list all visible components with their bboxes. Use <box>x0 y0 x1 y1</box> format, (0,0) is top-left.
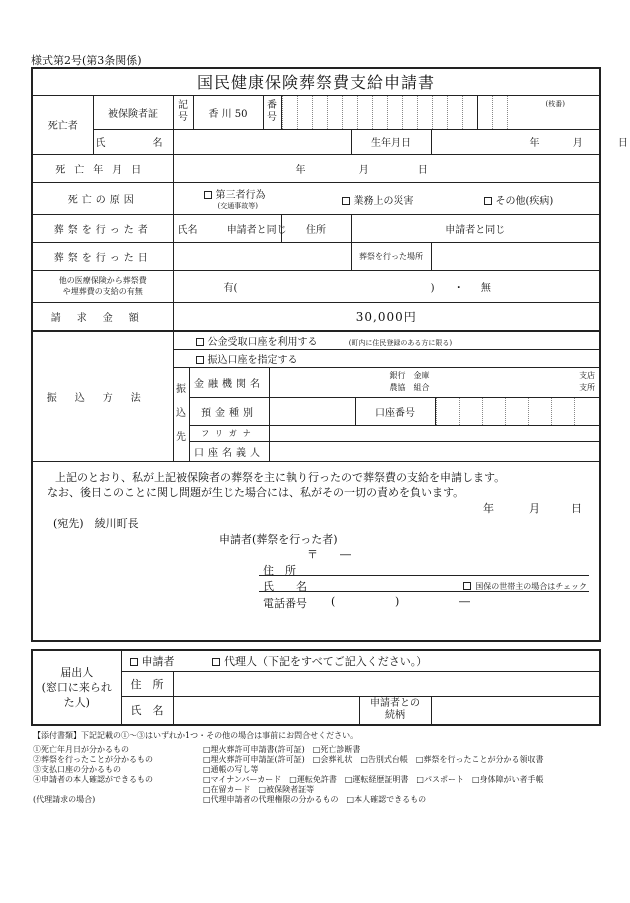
third-party-checkbox[interactable] <box>204 191 212 199</box>
funeral-place-field[interactable] <box>431 242 599 270</box>
symbol-label: 記号 <box>173 95 193 129</box>
submitter-address-field[interactable] <box>173 671 599 696</box>
insured-card-label: 被保険者証 <box>93 95 173 129</box>
work-accident-checkbox[interactable] <box>342 197 350 205</box>
account-number-label: 口座番号 <box>355 397 435 425</box>
attachment-left-3: ③支払口座の分かるもの <box>33 765 121 774</box>
attachments-heading: 【添付書類】下記記載の①～③はいずれか1つ・その他の場合は事前にお問合せください。 <box>33 731 359 740</box>
cause-other-option[interactable]: その他(疾病) <box>484 192 554 207</box>
insurance-no: 無 <box>480 282 491 294</box>
declaration-month: 月 <box>529 501 540 515</box>
relation-field[interactable] <box>431 696 599 724</box>
attachment-left-2: ②葬祭を行ったことが分かるもの <box>33 755 153 764</box>
declaration-block <box>33 462 599 612</box>
relation-label: 申請者との 続柄 <box>359 696 431 724</box>
branch-label: (枝番) <box>545 99 566 108</box>
cause-work-accident-option[interactable]: 業務上の災害 <box>342 192 414 207</box>
furigana-label: フリガナ <box>189 425 269 441</box>
submitter-frame <box>31 649 601 726</box>
cause-third-party-option[interactable]: 第三者行為 <box>204 186 266 201</box>
death-cause-label: 死亡の原因 <box>33 182 173 214</box>
submitter-applicant-option[interactable]: 申請者 <box>130 655 175 668</box>
addressee: (宛先) 綾川町長 <box>53 516 139 530</box>
submitter-agent-option[interactable]: 代理人（下記をすべてご記入ください。） <box>212 655 427 668</box>
birth-field[interactable] <box>431 129 628 154</box>
account-holder-label: 口座名義人 <box>189 441 269 461</box>
declaration-line-2: なお、後日このことに関し問題が生じた場合には、私がその一切の責めを負います。 <box>47 485 465 499</box>
account-type-label: 預金種別 <box>189 397 269 425</box>
number-label: 番号 <box>263 95 281 129</box>
birth-year: 年 <box>529 138 540 149</box>
funeral-host-label: 葬祭を行った者 <box>33 214 173 242</box>
applicant-address-field[interactable]: 住 所 <box>259 562 589 576</box>
account-type-field[interactable] <box>269 397 355 425</box>
insurance-dot: ・ <box>453 282 464 294</box>
funeral-host-name-cell <box>173 214 287 242</box>
public-account-option[interactable]: 公金受取口座を利用する (町内に住民登録のある方に限る) <box>173 331 599 349</box>
attachment-right-6: □代理申請者の代理権限の分かるもの □本人確認できるもの <box>203 795 427 804</box>
other-insurance-label: 他の医療保険から葬祭費 や埋葬費の支給の有無 <box>33 270 173 302</box>
death-day: 日 <box>417 164 428 176</box>
submitter-address-label: 住 所 <box>121 671 173 696</box>
form-id: 様式第2号(第3条関係) <box>31 54 142 67</box>
deceased-name-field[interactable] <box>173 129 351 154</box>
attachment-right-5: □在留カード □被保険者証等 <box>203 785 315 794</box>
insurance-yes: 有( <box>223 282 238 294</box>
death-year: 年 <box>295 164 306 176</box>
bank-types-1: 銀行 金庫 <box>389 370 430 380</box>
other-cause-checkbox[interactable] <box>484 197 492 205</box>
funeral-place-label: 葬祭を行った場所 <box>351 242 431 270</box>
account-holder-field[interactable] <box>269 441 599 461</box>
host-address-value: 申請者と同じ <box>351 214 599 242</box>
death-cause-options <box>173 182 599 214</box>
attachment-left-5 <box>33 785 153 795</box>
attachments-left-list <box>33 745 153 805</box>
specify-account-option[interactable]: 振込口座を指定する <box>173 349 599 367</box>
attachment-left-4: ④申請者の本人確認ができるもの <box>33 775 153 784</box>
furigana-field[interactable] <box>269 425 599 441</box>
phone-dash: ― <box>459 594 470 608</box>
submitter-name-label: 氏 名 <box>121 696 173 724</box>
birth-month: 月 <box>572 138 583 149</box>
host-name-value: 申請者と同じ <box>226 224 287 236</box>
declaration-line-1: 上記のとおり、私が上記被保険者の葬祭を主に執り行ったので葬祭費の支給を申請します。 <box>55 470 506 484</box>
public-account-checkbox[interactable] <box>196 338 204 346</box>
submitter-type-options <box>121 651 599 671</box>
bank-types-2: 農協 組合 <box>389 382 430 392</box>
household-head-check[interactable]: 国保の世帯主の場合はチェック <box>463 581 587 592</box>
attachment-right-3: □通帳の写し等 <box>203 765 259 774</box>
transfer-destination-label: 振 込 先 <box>173 367 189 461</box>
symbol-value: 香 川 50 <box>193 95 263 129</box>
declaration-year: 年 <box>483 501 494 515</box>
phone-paren-open: ( <box>331 594 336 608</box>
funeral-date-label: 葬祭を行った日 <box>33 242 173 270</box>
insured-number-field[interactable] <box>281 95 599 129</box>
third-party-note: (交通事故等) <box>217 201 258 210</box>
submitter-name-field[interactable] <box>173 696 359 724</box>
funeral-date-field[interactable] <box>173 242 351 270</box>
applicant-name-field[interactable]: 氏 名 国保の世帯主の場合はチェック <box>259 578 589 592</box>
host-name-label: 氏名 <box>177 224 198 236</box>
form-title: 国民健康保険葬祭費支給申請書 <box>33 69 599 95</box>
declaration-day: 日 <box>571 501 582 515</box>
submitter-label: 届出人 (窓口に来られ た人) <box>33 651 121 724</box>
birth-label: 生年月日 <box>351 129 431 154</box>
death-month: 月 <box>358 164 369 176</box>
claim-label: 請求金額 <box>33 302 173 330</box>
household-head-checkbox[interactable] <box>463 582 471 590</box>
host-address-label: 住所 <box>281 214 351 242</box>
claim-amount: 30,000円 <box>173 302 599 330</box>
deceased-label: 死亡者 <box>33 95 93 154</box>
public-account-note: (町内に住民登録のある方に限る) <box>348 338 453 347</box>
death-date-field[interactable] <box>173 154 599 182</box>
bank-name-label: 金融機関名 <box>189 367 269 397</box>
postal-code-field[interactable]: 〒 ― <box>307 547 351 561</box>
attachment-left-1: ①死亡年月日が分かるもの <box>33 745 129 754</box>
other-insurance-field[interactable] <box>173 270 599 302</box>
phone-label: 電話番号 <box>263 596 307 610</box>
applicant-label: 申請者(葬祭を行った者) <box>219 532 338 546</box>
attachments-right-list <box>203 745 544 805</box>
attachment-right-4: □マイナンバーカード □運転免許書 □運転経歴証明書 □パスポート □身体障がい者手帳 <box>203 775 544 784</box>
bank-name-field[interactable] <box>269 367 599 397</box>
submitter-applicant-checkbox[interactable] <box>130 658 138 666</box>
branch-type-2: 支所 <box>579 382 596 392</box>
attachment-right-2: □埋火葬許可申請証(許可証) □会葬礼状 □告別式台帳 □葬祭を行ったことが分かる領収書 <box>203 755 544 764</box>
attachment-left-6: (代理請求の場合) <box>33 795 96 804</box>
deceased-name-label: 氏 名 <box>93 129 173 154</box>
birth-day: 日 <box>617 138 628 149</box>
submitter-agent-checkbox[interactable] <box>212 658 220 666</box>
transfer-label: 振込方法 <box>33 331 173 461</box>
insurance-close: ) <box>430 282 435 294</box>
death-date-label: 死亡年月日 <box>33 154 173 182</box>
phone-paren-close: ) <box>395 594 400 608</box>
specify-account-checkbox[interactable] <box>196 356 204 364</box>
branch-type-1: 支店 <box>579 370 596 380</box>
account-number-field[interactable] <box>435 397 599 425</box>
attachment-right-1: □埋火葬許可申請書(許可証) □死亡診断書 <box>203 745 361 754</box>
main-form-frame <box>31 67 628 642</box>
